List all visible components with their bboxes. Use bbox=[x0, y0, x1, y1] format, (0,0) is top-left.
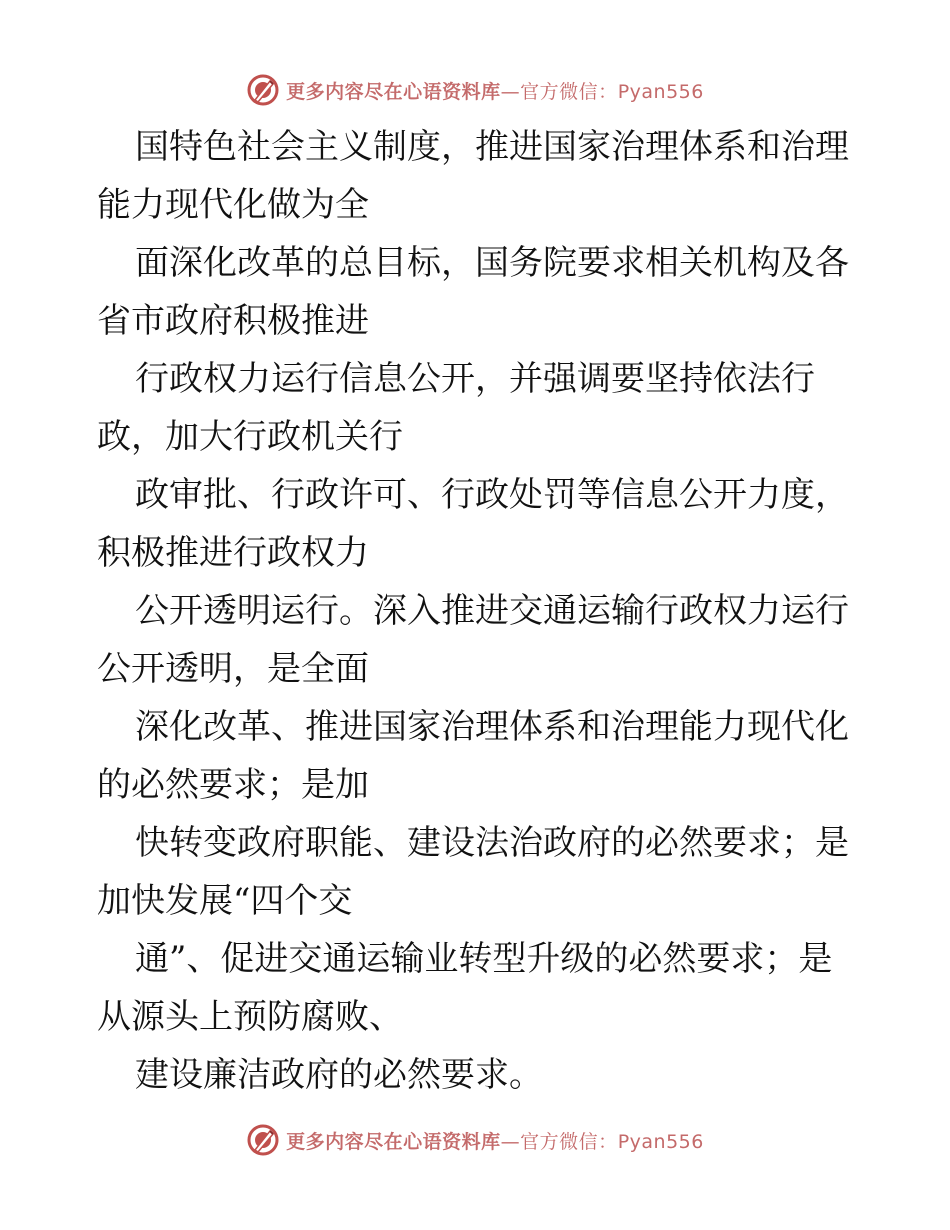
paragraph-line: 公开透明运行。深入推进交通运输行政权力运行 bbox=[135, 591, 849, 631]
paragraph bbox=[97, 350, 857, 466]
paragraph-line: 的必然要求；是加 bbox=[97, 765, 369, 805]
header-banner bbox=[0, 70, 950, 110]
footer-account-label: 官方微信： bbox=[520, 1130, 618, 1153]
paragraph-line: 能力现代化做为全 bbox=[97, 185, 369, 225]
paragraph bbox=[97, 118, 857, 234]
footer-text bbox=[286, 1127, 704, 1154]
footer-brand: 更多内容尽在心语资料库 bbox=[286, 1130, 501, 1153]
paragraph bbox=[97, 466, 857, 582]
footer-dash: — bbox=[500, 1130, 521, 1153]
footer-banner bbox=[0, 1120, 950, 1160]
paragraph-line: 从源头上预防腐败、 bbox=[97, 997, 403, 1037]
paragraph-line: 快转变政府职能、建设法治政府的必然要求；是 bbox=[135, 823, 849, 863]
paragraph bbox=[97, 582, 857, 698]
paragraph-line: 政，加大行政机关行 bbox=[97, 417, 403, 457]
header-text bbox=[286, 77, 704, 104]
paragraph-line: 政审批、行政许可、行政处罚等信息公开力度， bbox=[135, 475, 849, 515]
paragraph-line: 面深化改革的总目标，国务院要求相关机构及各 bbox=[135, 243, 849, 283]
paragraph bbox=[97, 1046, 857, 1104]
paragraph-line: 通”、促进交通运输业转型升级的必然要求；是 bbox=[135, 939, 833, 979]
header-account: Pyan556 bbox=[617, 80, 704, 103]
header-dash: — bbox=[500, 80, 521, 103]
paragraph-line: 国特色社会主义制度，推进国家治理体系和治理 bbox=[135, 127, 849, 167]
paragraph-line: 行政权力运行信息公开，并强调要坚持依法行 bbox=[135, 359, 815, 399]
paragraph bbox=[97, 814, 857, 930]
paragraph-line: 积极推进行政权力 bbox=[97, 533, 369, 573]
pen-circle-logo-icon bbox=[246, 73, 280, 107]
footer-account: Pyan556 bbox=[617, 1130, 704, 1153]
header-account-label: 官方微信： bbox=[520, 80, 618, 103]
paragraph-line: 公开透明，是全面 bbox=[97, 649, 369, 689]
document-body bbox=[97, 118, 857, 1104]
pen-circle-logo-icon bbox=[246, 1123, 280, 1157]
paragraph bbox=[97, 930, 857, 1046]
paragraph-line: 深化改革、推进国家治理体系和治理能力现代化 bbox=[135, 707, 849, 747]
paragraph bbox=[97, 698, 857, 814]
paragraph-line: 加快发展“四个交 bbox=[97, 881, 353, 921]
paragraph-line: 建设廉洁政府的必然要求。 bbox=[135, 1055, 543, 1095]
paragraph bbox=[97, 234, 857, 350]
paragraph-line: 省市政府积极推进 bbox=[97, 301, 369, 341]
header-brand: 更多内容尽在心语资料库 bbox=[286, 80, 501, 103]
